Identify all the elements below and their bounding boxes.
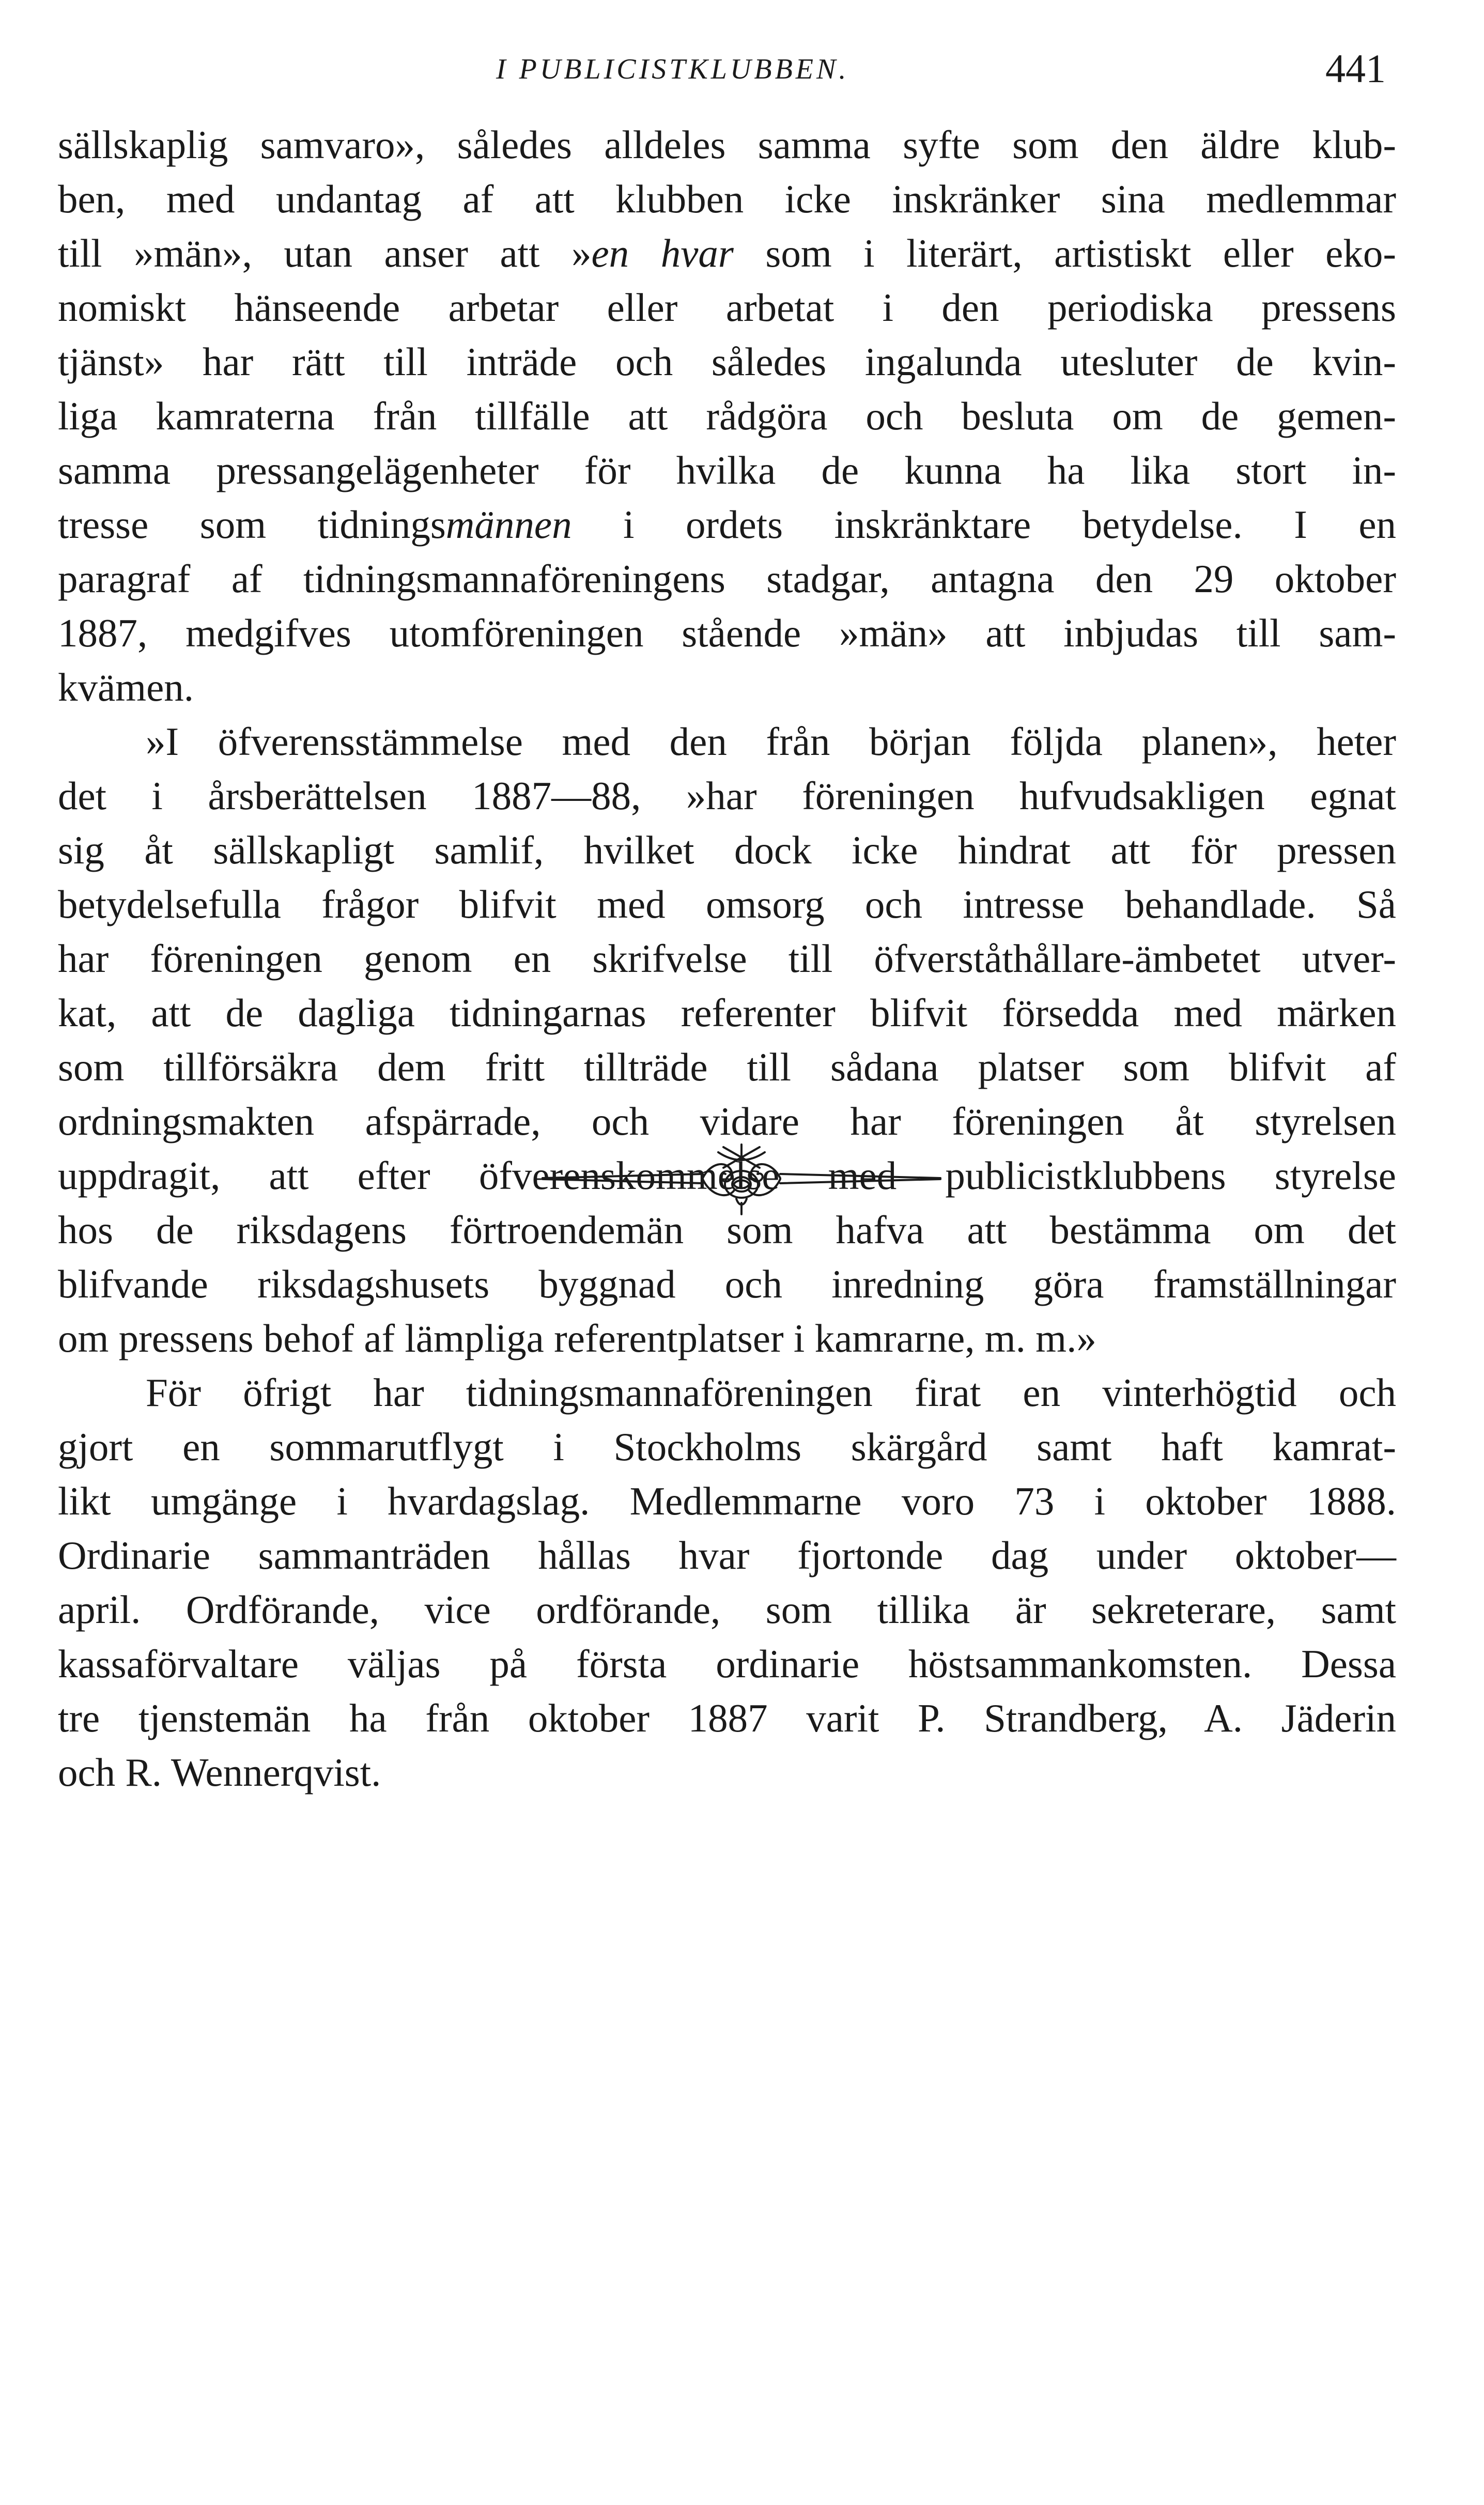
text-line: sig åt sällskapligt samlif, hvilket dock icke hindrat att för pressen xyxy=(58,828,1396,872)
text-line: nomiskt hänseende arbetar eller arbetat i den periodiska pressens xyxy=(58,285,1396,330)
text-line: betydelsefulla frågor blifvit med omsorg och intresse behandlade. Så xyxy=(58,882,1396,926)
text-line xyxy=(58,226,1396,281)
text-line: uppdragit, att efter öfverenskommelse med publicistklubbens styrelse xyxy=(58,1153,1396,1198)
text-line: och R. Wennerqvist. xyxy=(58,1750,381,1795)
text-line: som tillförsäkra dem fritt tillträde till sådana platser som blifvit af xyxy=(58,1045,1396,1089)
text-line: det i årsberättelsen 1887—88, »har föreningen hufvudsakligen egnat xyxy=(58,774,1396,818)
text-line: samma pressangelägenheter för hvilka de kunna ha lika stort in- xyxy=(58,448,1396,492)
text-line: har föreningen genom en skrifvelse till öfverståthållare-ämbetet utver- xyxy=(58,936,1396,981)
text-segment: i ordets inskränktare betydelse. I en xyxy=(571,502,1396,547)
text-line: kat, att de dagliga tidningarnas referenter blifvit försedda med märken xyxy=(58,991,1396,1035)
fleuron-ornament-icon xyxy=(532,1142,951,1219)
text-line: hos de riksdagens förtroendemän som hafva att bestämma om det xyxy=(58,1208,1396,1252)
text-segment: som i literärt, artistiskt eller eko- xyxy=(733,231,1396,275)
text-line: »I öfverensstämmelse med den från början följda planen», heter xyxy=(146,719,1396,764)
text-line: gjort en sommarutflygt i Stockholms skärgård samt haft kamrat- xyxy=(58,1425,1396,1469)
italic-phrase: en hvar xyxy=(591,231,734,275)
text-line: För öfrigt har tidningsmannaföreningen firat en vinterhögtid och xyxy=(146,1370,1396,1415)
text-segment: till »män», utan anser att » xyxy=(58,231,592,275)
text-line: tre tjenstemän ha från oktober 1887 varit P. Strandberg, A. Jäderin xyxy=(58,1696,1396,1740)
text-segment: tresse som tidnings xyxy=(58,502,446,547)
page-number: 441 xyxy=(1325,46,1386,91)
text-line: paragraf af tidningsmannaföreningens stadgar, antagna den 29 oktober xyxy=(58,556,1396,601)
text-line: liga kamraterna från tillfälle att rådgöra och besluta om de gemen- xyxy=(58,394,1396,438)
italic-phrase: männen xyxy=(445,502,572,547)
running-head xyxy=(0,42,1484,99)
text-line: om pressens behof af lämpliga referentplatser i kamrarne, m. m.» xyxy=(58,1316,1096,1360)
body-text xyxy=(58,118,1396,1800)
text-line: kvämen. xyxy=(58,665,194,709)
running-title: I PUBLICISTKLUBBEN. xyxy=(496,53,849,85)
text-line: ordningsmakten afspärrade, och vidare har föreningen åt styrelsen xyxy=(58,1099,1396,1143)
text-line xyxy=(58,498,1396,552)
text-line: tjänst» har rätt till inträde och således ingalunda utesluter de kvin- xyxy=(58,339,1396,384)
text-line: kassaförvaltare väljas på första ordinarie höstsammankomsten. Dessa xyxy=(58,1642,1396,1686)
text-line: sällskaplig samvaro», således alldeles samma syfte som den äldre klub- xyxy=(58,122,1396,167)
text-line: april. Ordförande, vice ordförande, som tillika är sekreterare, samt xyxy=(58,1587,1396,1632)
text-line: 1887, medgifves utomföreningen stående »män» att inbjudas till sam- xyxy=(58,611,1396,655)
text-line: blifvande riksdagshusets byggnad och inredning göra framställningar xyxy=(58,1262,1396,1306)
text-line: Ordinarie sammanträden hållas hvar fjortonde dag under oktober— xyxy=(58,1533,1396,1578)
text-line: ben, med undantag af att klubben icke inskränker sina medlemmar xyxy=(58,177,1396,221)
text-line: likt umgänge i hvardagslag. Medlemmarne voro 73 i oktober 1888. xyxy=(58,1479,1396,1523)
